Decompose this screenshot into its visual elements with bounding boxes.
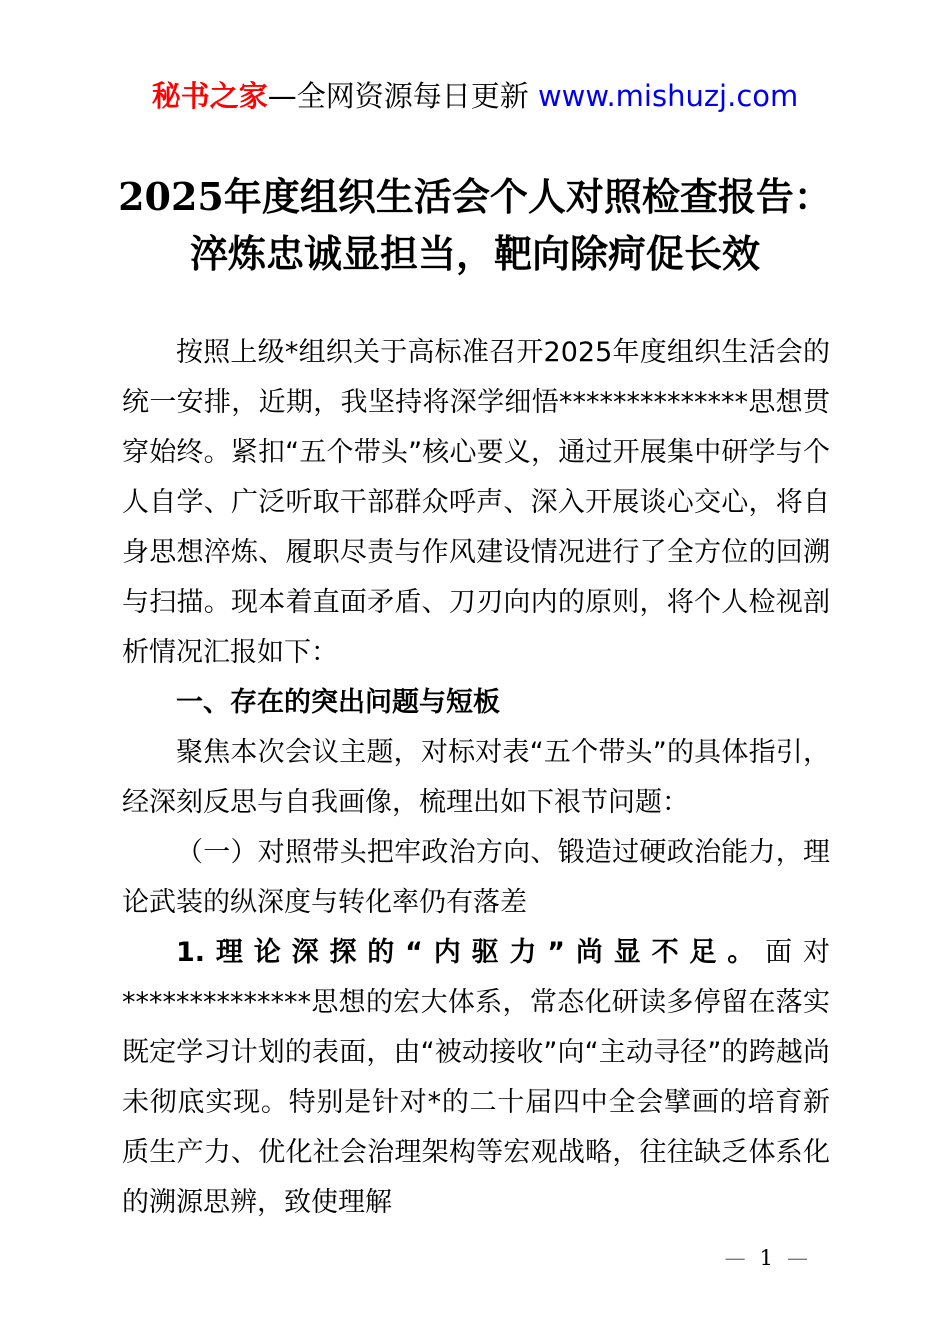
paragraph-segment: 聚焦本次会议主题，对标对表“五个带头”的具体指引，经深刻反思与自我画像，梳理出如下裉节问题： (122, 737, 830, 818)
paragraph (122, 828, 830, 928)
footer-dash-right: — (787, 1246, 808, 1270)
document-body (122, 328, 830, 1228)
site-url[interactable]: www.mishuzj.com (537, 79, 799, 113)
site-header (0, 76, 950, 116)
document-title: 2025年度组织生活会个人对照检查报告：淬炼忠诚显担当，靶向除疴促长效 (118, 174, 832, 276)
section-heading (122, 678, 830, 728)
paragraph (122, 728, 830, 828)
paragraph-segment-bold: 1.理论深探的“内驱力”尚显不足。 (176, 937, 766, 968)
paragraph-segment: （一）对照带头把牢政治方向、锻造过硬政治能力，理论武装的纵深度与转化率仍有落差 (122, 837, 830, 918)
page-number: 1 (759, 1246, 773, 1270)
tagline-text: —全网资源每日更新 (267, 79, 538, 113)
paragraph-segment-bold: 一、存在的突出问题与短板 (176, 687, 500, 718)
paragraph-segment: 面对**************思想的宏大体系，常态化研读多停留在落实既定学习计划的表面，由“被动接收”向“主动寻径”的跨越尚未彻底实现。特别是针对*的二十届四中全会擘画的培育新质生产力、优化社会治理架构等宏观战略，往往缺乏体系化的溯源思辨，致使理解 (122, 937, 830, 1218)
paragraph (122, 928, 830, 1228)
paragraph-segment: 按照上级*组织关于高标准召开2025年度组织生活会的统一安排，近期，我坚持将深学细悟**************思想贯穿始终。紧扣“五个带头”核心要义，通过开展集中研学与个人自学、广泛听取干部群众呼声、深入开展谈心交心，将自身思想淬炼、履职尽责与作风建设情况进行了全方位的回溯与扫描。现本着直面矛盾、刀刃向内的原则，将个人检视剖析情况汇报如下： (122, 337, 830, 668)
brand-text: 秘书之家 (151, 79, 268, 113)
page-footer (725, 1246, 808, 1270)
paragraph (122, 328, 830, 678)
footer-dash-left: — (724, 1246, 746, 1270)
